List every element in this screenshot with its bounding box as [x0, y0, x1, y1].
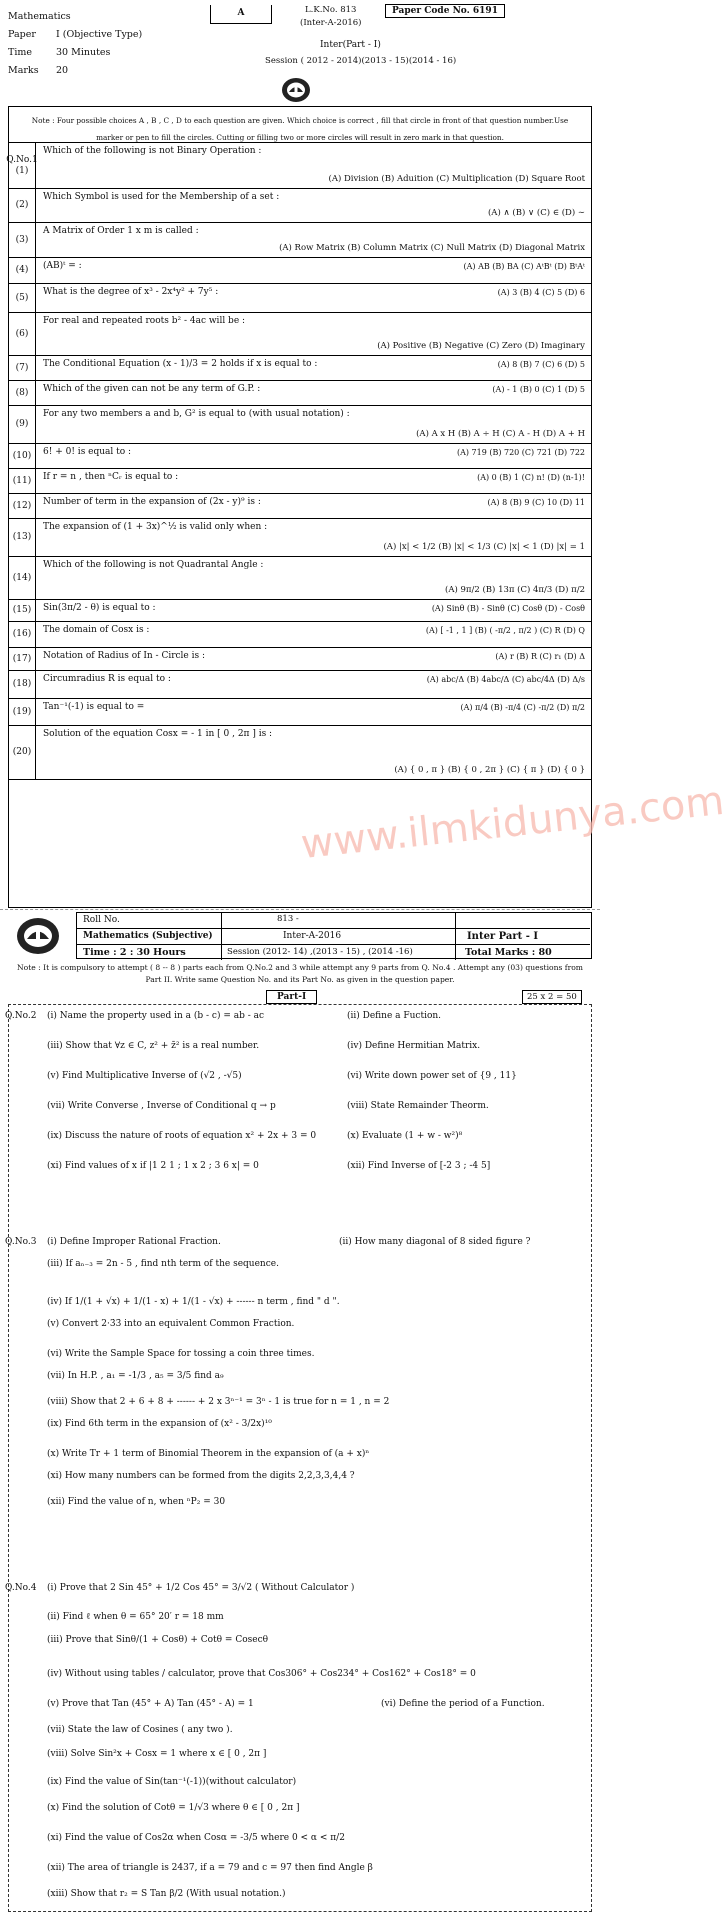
- objective-question-row: [9, 381, 591, 406]
- question-part: (ii) Define a Fuction.: [347, 1011, 442, 1021]
- question-number: (12): [9, 494, 36, 518]
- question-part: (iii) If aₙ₋₃ = 2n - 5 , find nth term of the sequence.: [47, 1259, 279, 1269]
- question-text: The expansion of (1 + 3x)^½ is valid only when :: [43, 522, 268, 532]
- question-text: The Conditional Equation (x - 1)/3 = 2 holds if x is equal to :: [43, 359, 318, 369]
- question-part: (iii) Prove that Sinθ/(1 + Cosθ) + Cotθ = Cosecθ: [47, 1635, 269, 1645]
- question-part: (i) Prove that 2 Sin 45° + 1/2 Cos 45° = 3/√2 ( Without Calculator ): [47, 1583, 355, 1593]
- question-part: (v) Prove that Tan (45° + A) Tan (45° - A) = 1: [47, 1699, 254, 1709]
- question-part: (v) Find Multiplicative Inverse of (√2 , -√5): [47, 1071, 242, 1081]
- question-text: The domain of Cosx is :: [43, 625, 150, 635]
- objective-question-row: [9, 284, 591, 313]
- board-seal-icon: [280, 76, 312, 104]
- question-number: (7): [9, 356, 36, 380]
- objective-question-table: [8, 142, 592, 908]
- subjective-inter: Inter-A-2016: [283, 931, 342, 941]
- question-options: (A) [ -1 , 1 ] (B) ( -π/2 , π/2 ) (C) R (D) Q: [425, 626, 585, 635]
- question-label: Q.No.4: [5, 1583, 37, 1593]
- question-number: Q.No.1 (1): [9, 143, 36, 188]
- question-text: What is the degree of x³ - 2x⁴y² + 7y⁵ :: [43, 287, 219, 297]
- question-text: A Matrix of Order 1 x m is called :: [43, 226, 199, 236]
- objective-question-row: [9, 671, 591, 699]
- question-options: (A) ∧ (B) ∨ (C) ∈ (D) ∼: [487, 208, 585, 218]
- question-options: (A) 8 (B) 7 (C) 6 (D) 5: [497, 360, 585, 369]
- question-number: (3): [9, 223, 36, 257]
- time-value: 30 Minutes: [56, 47, 111, 58]
- question-text: 6! + 0! is equal to :: [43, 447, 132, 457]
- question-part: (x) Find the solution of Cotθ = 1/√3 where θ ∈ [ 0 , 2π ]: [47, 1803, 300, 1813]
- question-options: (A) 719 (B) 720 (C) 721 (D) 722: [456, 448, 585, 457]
- objective-note: Note : Four possible choices A , B , C , D to each question are given. Which choice is correct , fill that circle in front of that question number.Use marker or pen to fill the circles. Cutting or filling two or more circles will result in zero mark in that question.: [8, 106, 592, 151]
- question-part: (xi) Find values of x if |1 2 1 ; 1 x 2 ; 3 6 x| = 0: [47, 1161, 259, 1171]
- question-part: (iv) Without using tables / calculator, prove that Cos306° + Cos234° + Cos162° + Cos18° = 0: [47, 1669, 476, 1679]
- question-text: For real and repeated roots b² - 4ac will be :: [43, 316, 246, 326]
- question-part: (ix) Find the value of Sin(tan⁻¹(-1))(without calculator): [47, 1777, 297, 1787]
- question-options: (A) Row Matrix (B) Column Matrix (C) Null Matrix (D) Diagonal Matrix: [279, 243, 585, 253]
- question-text: Circumradius R is equal to :: [43, 674, 171, 684]
- question-number: (2): [9, 189, 36, 222]
- subjective-header-table: [76, 912, 592, 959]
- question-part: (vi) Write the Sample Space for tossing a coin three times.: [47, 1349, 315, 1359]
- question-part: (v) Convert 2·3̇3̇ into an equivalent Common Fraction.: [47, 1319, 295, 1329]
- question-part: (iv) If 1/(1 + √x) + 1/(1 - x) + 1/(1 - √x) + ------ n term , find " d ".: [47, 1297, 340, 1307]
- paper-value: I (Objective Type): [56, 29, 143, 40]
- question-part: (xii) The area of triangle is 2437, if a = 79 and c = 97 then find Angle β: [47, 1863, 373, 1873]
- subjective-total-marks: Total Marks : 80: [465, 947, 552, 958]
- marks-label: Marks: [8, 65, 39, 76]
- question-options: (A) 3 (B) 4 (C) 5 (D) 6: [497, 288, 585, 297]
- question-number: (5): [9, 284, 36, 312]
- question-options: (A) r (B) R (C) r₁ (D) Δ: [495, 652, 585, 661]
- question-part: (x) Write Tr + 1 term of Binomial Theorem in the expansion of (a + x)ⁿ: [47, 1449, 370, 1459]
- objective-question-row: [9, 519, 591, 557]
- marks-value: 20: [56, 65, 69, 76]
- question-number: (4): [9, 258, 36, 283]
- question-text: Sin(3π/2 - θ) is equal to :: [43, 603, 156, 613]
- question-options: (A) 9π/2 (B) 13π (C) 4π/3 (D) π/2: [445, 585, 585, 595]
- question-part: (iv) Define Hermitian Matrix.: [347, 1041, 481, 1051]
- question-number: (14): [9, 557, 36, 599]
- objective-question-row: [6, 143, 591, 189]
- question-part: (xii) Find Inverse of [-2 3 ; -4 5]: [347, 1161, 491, 1171]
- objective-question-row: [9, 648, 591, 671]
- part-heading: Part-I: [266, 990, 317, 1004]
- question-number: (19): [9, 699, 36, 725]
- question-part: (viii) Show that 2 + 6 + 8 + ------ + 2 x 3ⁿ⁻¹ = 3ⁿ - 1 is true for n = 1 , n = 2: [47, 1397, 390, 1407]
- time-line: [8, 44, 142, 62]
- subjective-part: Inter Part - I: [467, 931, 539, 942]
- question-number: (10): [9, 444, 36, 468]
- lk-number: L.K.No. 813: [305, 5, 357, 15]
- question-part: (x) Evaluate (1 + w - w²)⁸: [347, 1131, 463, 1141]
- question-number: (11): [9, 469, 36, 493]
- question-text: Solution of the equation Cosx = - 1 in [ 0 , 2π ] is :: [43, 729, 273, 739]
- question-part: (xiii) Show that r₂ = S Tan β/2 (With usual notation.): [47, 1889, 286, 1899]
- question-text: Which of the following is not Quadrantal Angle :: [43, 560, 264, 570]
- question-number: (9): [9, 406, 36, 443]
- question-options: (A) AB (B) BA (C) AᵗBᵗ (D) BᵗAᵗ: [463, 262, 585, 271]
- question-text: Which Symbol is used for the Membership of a set :: [43, 192, 280, 202]
- question-part: (ix) Discuss the nature of roots of equation x² + 2x + 3 = 0: [47, 1131, 317, 1141]
- subjective-subject: Mathematics (Subjective): [83, 931, 213, 941]
- question-part: (i) Define Improper Rational Fraction.: [47, 1237, 221, 1247]
- lk-number-block: [300, 4, 362, 30]
- question-number: (16): [9, 622, 36, 647]
- subject: Mathematics: [8, 11, 71, 22]
- question-options: (A) - 1 (B) 0 (C) 1 (D) 5: [492, 385, 585, 394]
- question-part: (vi) Define the period of a Function.: [381, 1699, 545, 1709]
- question-text: Notation of Radius of In - Circle is :: [43, 651, 206, 661]
- question-part: (i) Name the property used in a (b - c) = ab - ac: [47, 1011, 265, 1021]
- part-label: Inter(Part - I): [320, 40, 381, 50]
- lk-number-subjective: 813 -: [277, 914, 299, 924]
- question-text: Tan⁻¹(-1) is equal to =: [43, 702, 145, 712]
- objective-question-row: [9, 622, 591, 648]
- question-part: (ii) Find ℓ when θ = 65° 20′ r = 18 mm: [47, 1612, 224, 1622]
- question-part: (vii) State the law of Cosines ( any two ).: [47, 1725, 233, 1735]
- question-number: (15): [9, 600, 36, 621]
- objective-question-row: [9, 223, 591, 258]
- question-options: (A) A x H (B) A ÷ H (C) A - H (D) A + H: [416, 429, 585, 439]
- objective-question-row: [9, 600, 591, 622]
- question-part: (ii) How many diagonal of 8 sided figure ?: [339, 1237, 531, 1247]
- subjective-time: Time : 2 : 30 Hours: [83, 947, 186, 958]
- objective-question-row: [9, 406, 591, 444]
- question-part: (viii) State Remainder Theorm.: [347, 1101, 489, 1111]
- board-seal-icon: [14, 916, 62, 956]
- paper-label: Paper: [8, 29, 36, 40]
- objective-question-row: [9, 313, 591, 356]
- subjective-session: Session (2012- 14) ,(2013 - 15) , (2014 -16): [227, 947, 413, 957]
- time-label: Time: [8, 47, 33, 58]
- question-options: (A) 8 (B) 9 (C) 10 (D) 11: [487, 498, 585, 507]
- objective-question-row: [9, 469, 591, 494]
- question-part: (vi) Write down power set of {9 , 11}: [347, 1071, 517, 1081]
- question-text: (AB)ᵗ = :: [43, 261, 82, 271]
- question-number: (20): [9, 726, 36, 779]
- section-divider: [0, 909, 600, 910]
- marks-line: [8, 62, 142, 80]
- question-part: (xii) Find the value of n, when ⁿP₂ = 30: [47, 1497, 226, 1507]
- roll-no-label: Roll No.: [83, 915, 120, 925]
- question-part: (xi) Find the value of Cos2α when Cosα = -3/5 where 0 < α < π/2: [47, 1833, 345, 1843]
- question-text: If r = n , then ⁿCᵣ is equal to :: [43, 472, 179, 482]
- question-text: For any two members a and b, G² is equal to (with usual notation) :: [43, 409, 350, 419]
- question-text: Number of term in the expansion of (2x - y)⁹ is :: [43, 497, 261, 507]
- objective-question-row: [9, 494, 591, 519]
- question-number: (6): [9, 313, 36, 355]
- question-number: (18): [9, 671, 36, 698]
- question-options: (A) 0 (B) 1 (C) n! (D) (n-1)!: [477, 473, 585, 482]
- question-text: Which of the given can not be any term of G.P. :: [43, 384, 261, 394]
- objective-question-row: [9, 258, 591, 284]
- question-part: (xi) How many numbers can be formed from the digits 2,2,3,3,4,4 ?: [47, 1471, 355, 1481]
- question-part: (vii) In H.P. , a₁ = -1/3 , a₅ = 3/5 find a₉: [47, 1371, 224, 1381]
- question-part: (iii) Show that ∀z ∈ C, z² + z̄² is a real number.: [47, 1041, 260, 1051]
- objective-header-info: [8, 8, 142, 80]
- question-number: (8): [9, 381, 36, 405]
- group-box: A: [210, 5, 272, 24]
- objective-question-row: [9, 699, 591, 726]
- objective-question-row: [9, 726, 591, 780]
- question-options: (A) { 0 , π } (B) { 0 , 2π } (C) { π } (D) { 0 }: [394, 765, 585, 775]
- question-part: (vii) Write Converse , Inverse of Conditional q → p: [47, 1101, 276, 1111]
- question-number: (17): [9, 648, 36, 670]
- watermark: www.ilmkidunya.com: [298, 777, 726, 869]
- subjective-header: [8, 912, 592, 959]
- question-options: (A) π/4 (B) -π/4 (C) -π/2 (D) π/2: [460, 703, 585, 712]
- question-label: Q.No.3: [5, 1237, 37, 1247]
- paper-code: Paper Code No. 6191: [385, 4, 505, 18]
- question-options: (A) Sinθ (B) - Sinθ (C) Cosθ (D) - Cosθ: [431, 604, 585, 613]
- objective-question-row: [9, 557, 591, 600]
- question-part: (viii) Solve Sin²x + Cosx = 1 where x ∈ [ 0 , 2π ]: [47, 1749, 267, 1759]
- objective-question-row: [9, 356, 591, 381]
- subjective-questions: [5, 1004, 592, 1912]
- session-label: Session ( 2012 - 2014)(2013 - 15)(2014 - 16): [265, 56, 457, 66]
- part-marks: 25 x 2 = 50: [522, 990, 582, 1004]
- inter-year: (Inter-A-2016): [300, 18, 362, 28]
- question-part: (ix) Find 6th term in the expansion of (x² - 3/2x)¹⁰: [47, 1419, 272, 1429]
- question-options: (A) |x| < 1/2 (B) |x| < 1/3 (C) |x| < 1 (D) |x| = 1: [383, 542, 585, 552]
- subject-line: [8, 8, 142, 26]
- question-options: (A) abc/Δ (B) 4abc/Δ (C) abc/4Δ (D) Δ/s: [426, 675, 585, 684]
- question-text: Which of the following is not Binary Operation :: [43, 146, 262, 156]
- question-label: Q.No.2: [5, 1011, 37, 1021]
- paper-line: [8, 26, 142, 44]
- objective-question-row: [9, 189, 591, 223]
- question-options: (A) Positive (B) Negative (C) Zero (D) Imaginary: [377, 341, 585, 351]
- question-options: (A) Division (B) Aduition (C) Multiplication (D) Square Root: [328, 174, 585, 184]
- question-number: (13): [9, 519, 36, 556]
- subjective-note: Note : It is compulsory to attempt ( 8 -- 8 ) parts each from Q.No.2 and 3 while attempt any 9 parts from Q. No.4 . Attempt any (03) questions from Part II. Write same Question No. and its Part No. as given in the question paper.: [16, 963, 583, 984]
- objective-question-row: [9, 444, 591, 469]
